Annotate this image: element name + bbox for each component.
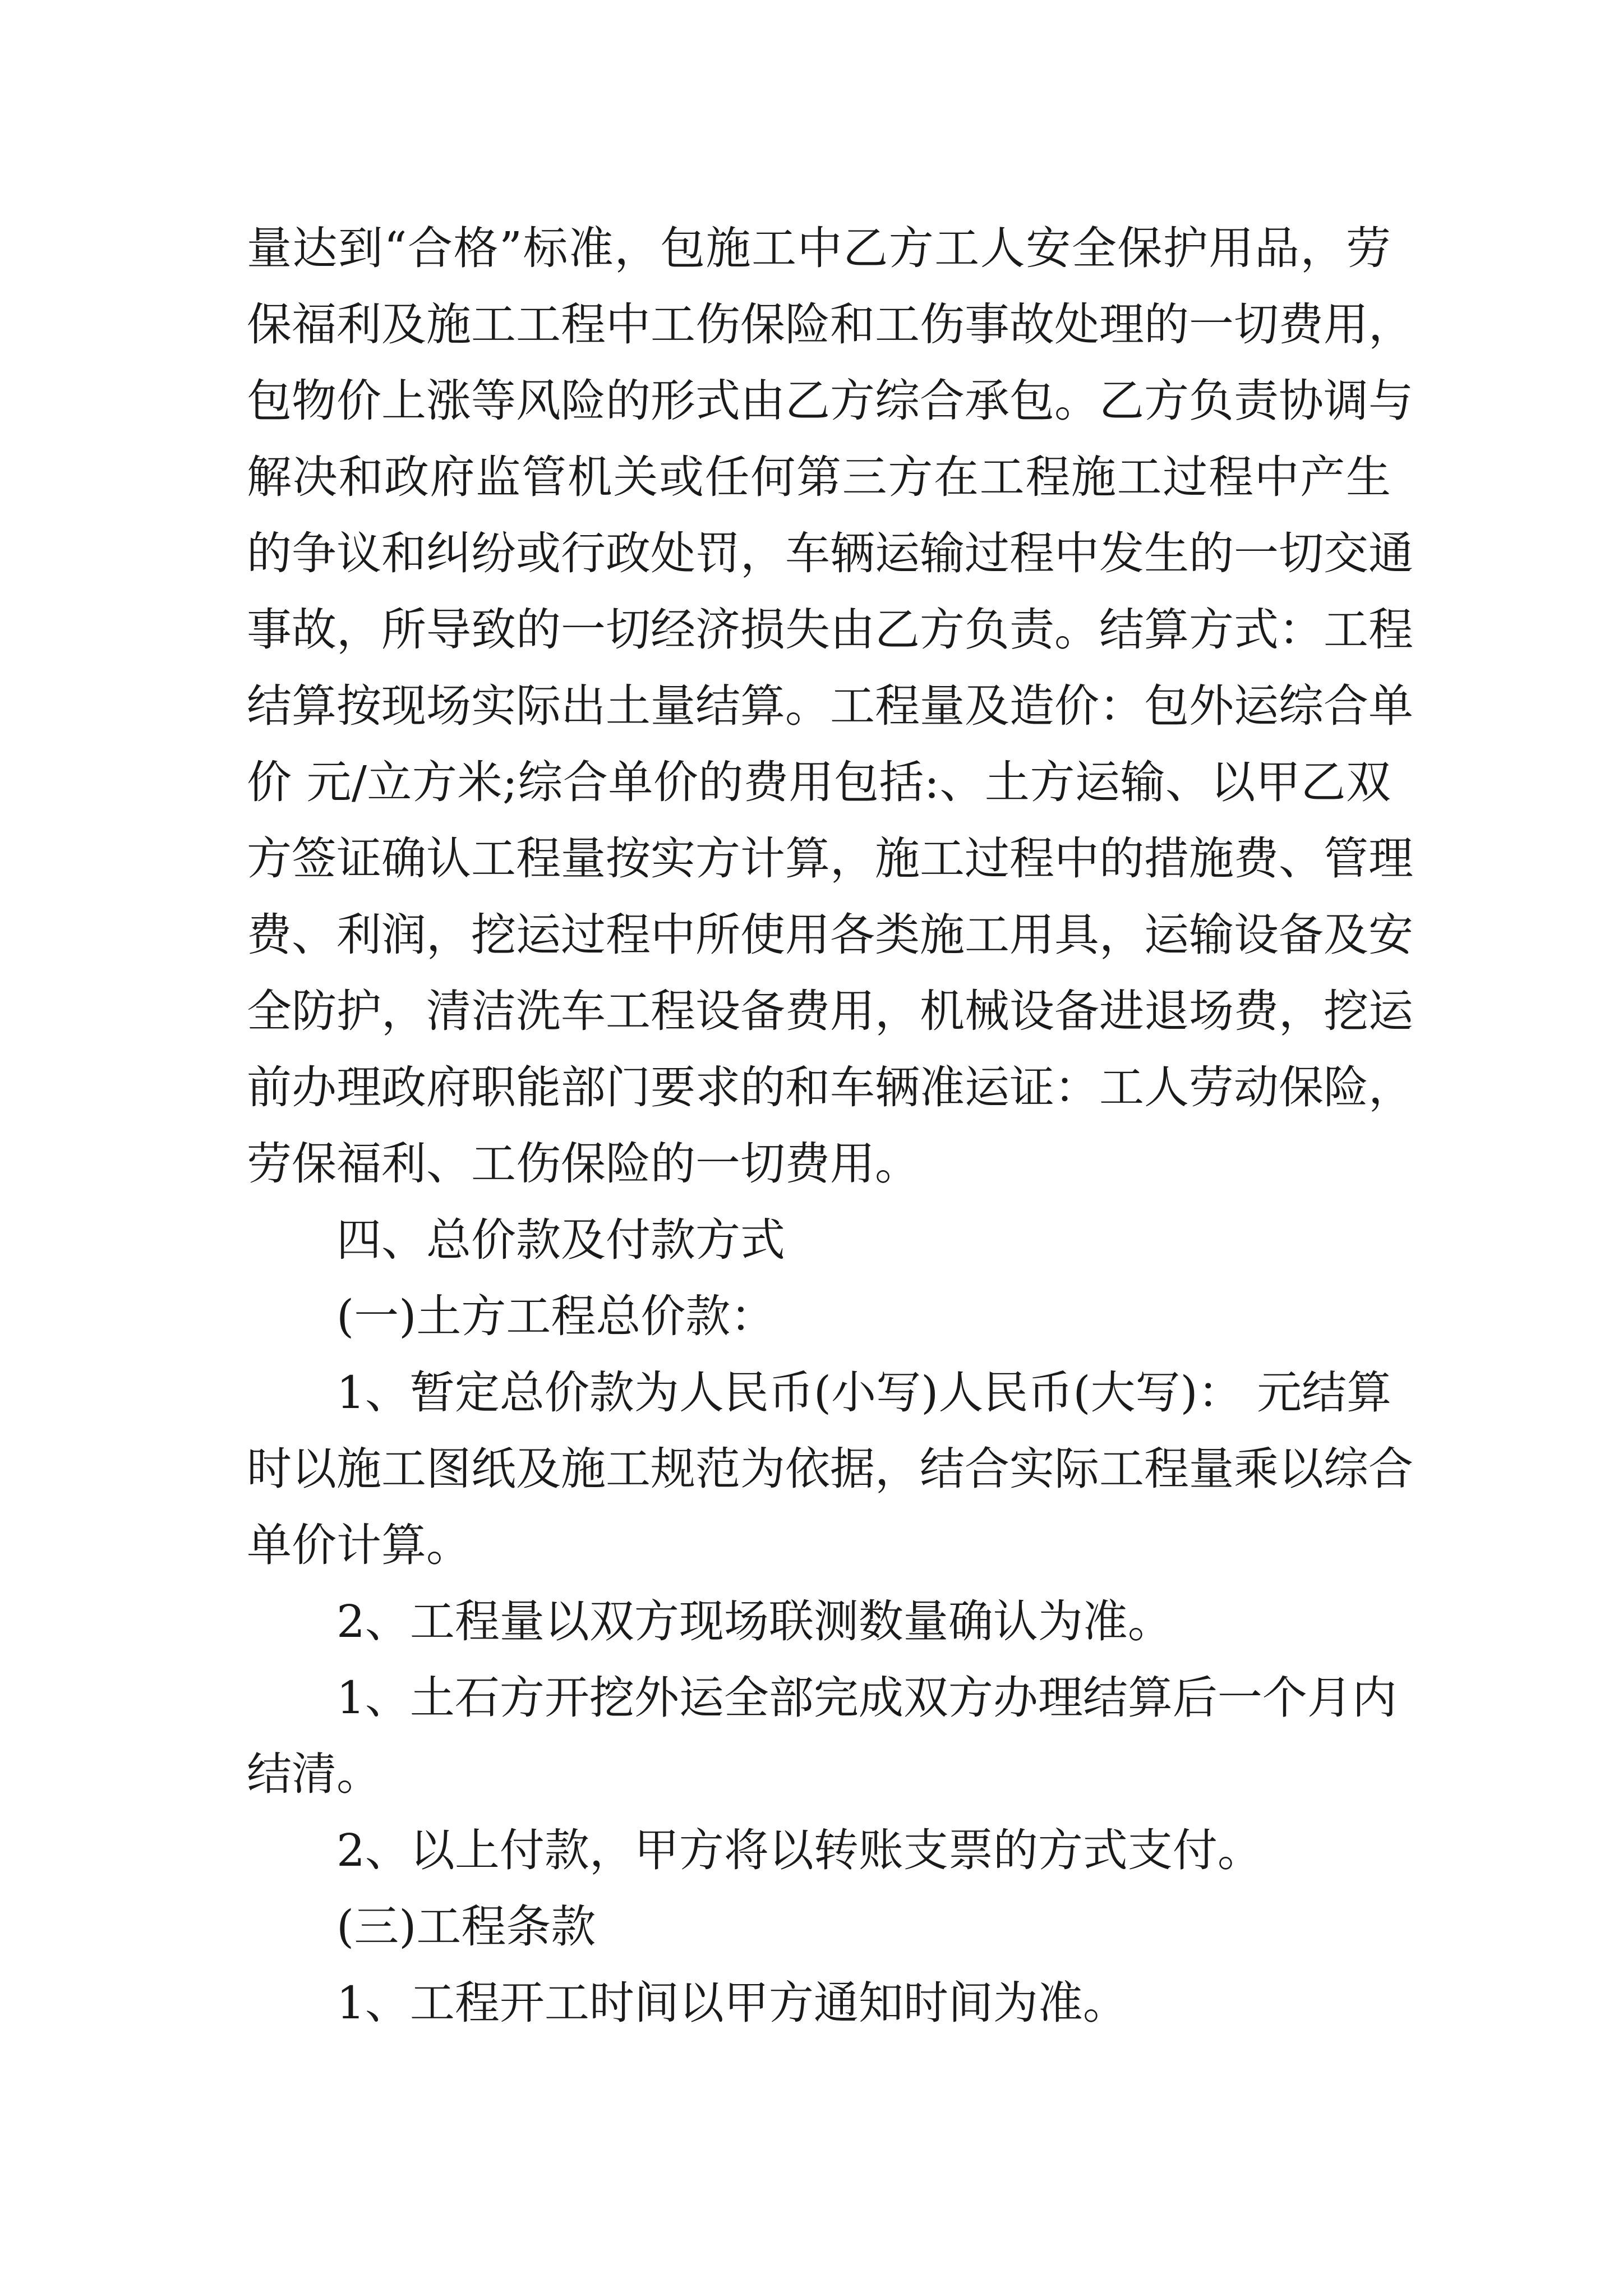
text-line: 时以施工图纸及施工规范为依据，结合实际工程量乘以综合	[247, 1443, 1413, 1495]
section-heading: 四、总价款及付款方式	[336, 1214, 785, 1266]
text-line: 包物价上涨等风险的形式由乙方综合承包。乙方负责协调与	[247, 375, 1413, 427]
text-line: 2、以上付款，甲方将以转账支票的方式支付。	[336, 1824, 1262, 1876]
text-line: 解决和政府监管机关或任何第三方在工程施工过程中产生	[247, 451, 1391, 503]
text-line: 1、暂定总价款为人民币(小写)人民币(大写)： 元结算	[336, 1366, 1392, 1419]
text-line: 1、土石方开挖外运全部完成双方办理结算后一个月内	[336, 1672, 1397, 1724]
document-body	[247, 210, 1413, 2041]
text-line: 1、工程开工时间以甲方通知时间为准。	[336, 1977, 1128, 2029]
text-line: 2、工程量以双方现场联测数量确认为准。	[336, 1595, 1173, 1648]
text-line: 结算按现场实际出土量结算。工程量及造价：包外运综合单	[247, 680, 1413, 732]
text-line: 方签证确认工程量按实方计算，施工过程中的措施费、管理	[247, 832, 1413, 885]
text-line: 前办理政府职能部门要求的和车辆准运证：工人劳动保险，	[247, 1061, 1413, 1114]
text-line: 量达到“合格”标准，包施工中乙方工人安全保护用品，劳	[247, 222, 1391, 274]
text-line: 保福利及施工工程中工伤保险和工伤事故处理的一切费用，	[247, 298, 1413, 351]
text-line: 结清。	[247, 1748, 381, 1800]
text-line: 费、利润，挖运过程中所使用各类施工用具，运输设备及安	[247, 909, 1413, 961]
text-line: 单价计算。	[247, 1519, 471, 1571]
subsection-heading: (三)工程条款	[336, 1901, 596, 1953]
text-line: 价 元/立方米;综合单价的费用包括:、土方运输、以甲乙双	[247, 756, 1391, 808]
text-line: 的争议和纠纷或行政处罚，车辆运输过程中发生的一切交通	[247, 527, 1413, 579]
text-line: 劳保福利、工伤保险的一切费用。	[247, 1138, 920, 1190]
text-line: 事故，所导致的一切经济损失由乙方负责。结算方式：工程	[247, 604, 1413, 656]
text-line: 全防护，清洁洗车工程设备费用，机械设备进退场费，挖运	[247, 985, 1413, 1037]
subsection-heading: (一)土方工程总价款：	[336, 1290, 776, 1342]
